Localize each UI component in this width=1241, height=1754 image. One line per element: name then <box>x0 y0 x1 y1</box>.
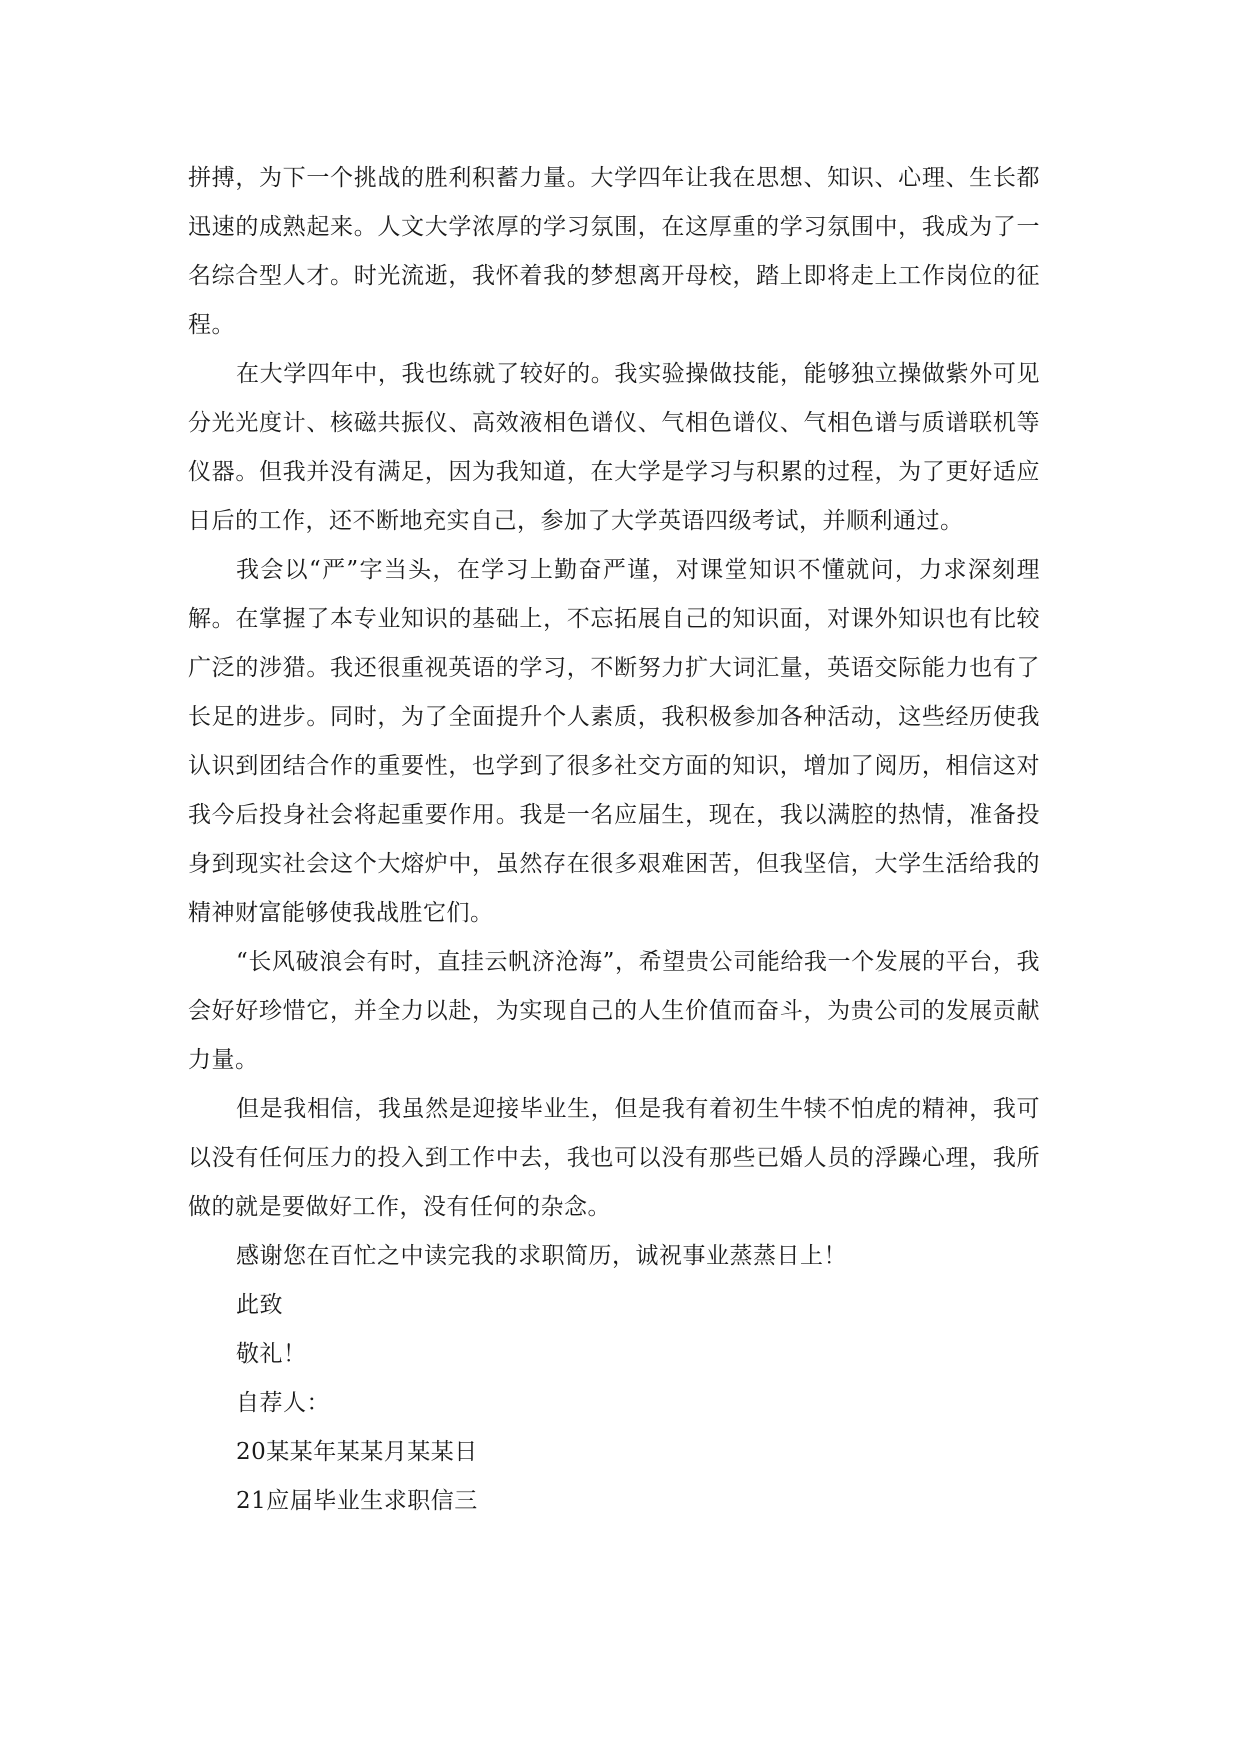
paragraph-2: 在大学四年中，我也练就了较好的。我实验操做技能，能够独立操做紫外可见分光光度计、核磁共振仪、高效液相色谱仪、气相色谱仪、气相色谱与质谱联机等仪器。但我并没有满足，因为我知道，在大学是学习与积累的过程，为了更好适应日后的工作，还不断地充实自己，参加了大学英语四级考试，并顺利通过。 <box>188 361 1040 534</box>
signature-date: 20某某年某某月某某日 <box>236 1439 478 1465</box>
closing-regards: 敬礼！ <box>236 1341 307 1367</box>
paragraph-5: 但是我相信，我虽然是迎接毕业生，但是我有着初生牛犊不怕虎的精神，我可以没有任何压力的投入到工作中去，我也可以没有那些已婚人员的浮躁心理，我所做的就是要做好工作，没有任何的杂念。 <box>188 1096 1040 1220</box>
next-section-title: 21应届毕业生求职信三 <box>236 1488 478 1514</box>
document-body <box>188 154 1040 1526</box>
paragraph-4: “长风破浪会有时，直挂云帆济沧海”，希望贵公司能给我一个发展的平台，我会好好珍惜它，并全力以赴，为实现自己的人生价值而奋斗，为贵公司的发展贡献力量。 <box>188 949 1040 1073</box>
closing-salutation: 此致 <box>236 1292 283 1318</box>
paragraph-1: 拼搏，为下一个挑战的胜利积蓄力量。大学四年让我在思想、知识、心理、生长都迅速的成熟起来。人文大学浓厚的学习氛围，在这厚重的学习氛围中，我成为了一名综合型人才。时光流逝，我怀着我的梦想离开母校，踏上即将走上工作岗位的征程。 <box>188 165 1040 338</box>
closing-thanks: 感谢您在百忙之中读完我的求职简历，诚祝事业蒸蒸日上！ <box>236 1243 847 1269</box>
signature-label: 自荐人： <box>236 1390 330 1416</box>
paragraph-3: 我会以“严”字当头，在学习上勤奋严谨，对课堂知识不懂就问，力求深刻理解。在掌握了本专业知识的基础上，不忘拓展自己的知识面，对课外知识也有比较广泛的涉猎。我还很重视英语的学习，不断努力扩大词汇量，英语交际能力也有了长足的进步。同时，为了全面提升个人素质，我积极参加各种活动，这些经历使我认识到团结合作的重要性，也学到了很多社交方面的知识，增加了阅历，相信这对我今后投身社会将起重要作用。我是一名应届生，现在，我以满腔的热情，准备投身到现实社会这个大熔炉中，虽然存在很多艰难困苦，但我坚信，大学生活给我的精神财富能够使我战胜它们。 <box>188 557 1040 926</box>
